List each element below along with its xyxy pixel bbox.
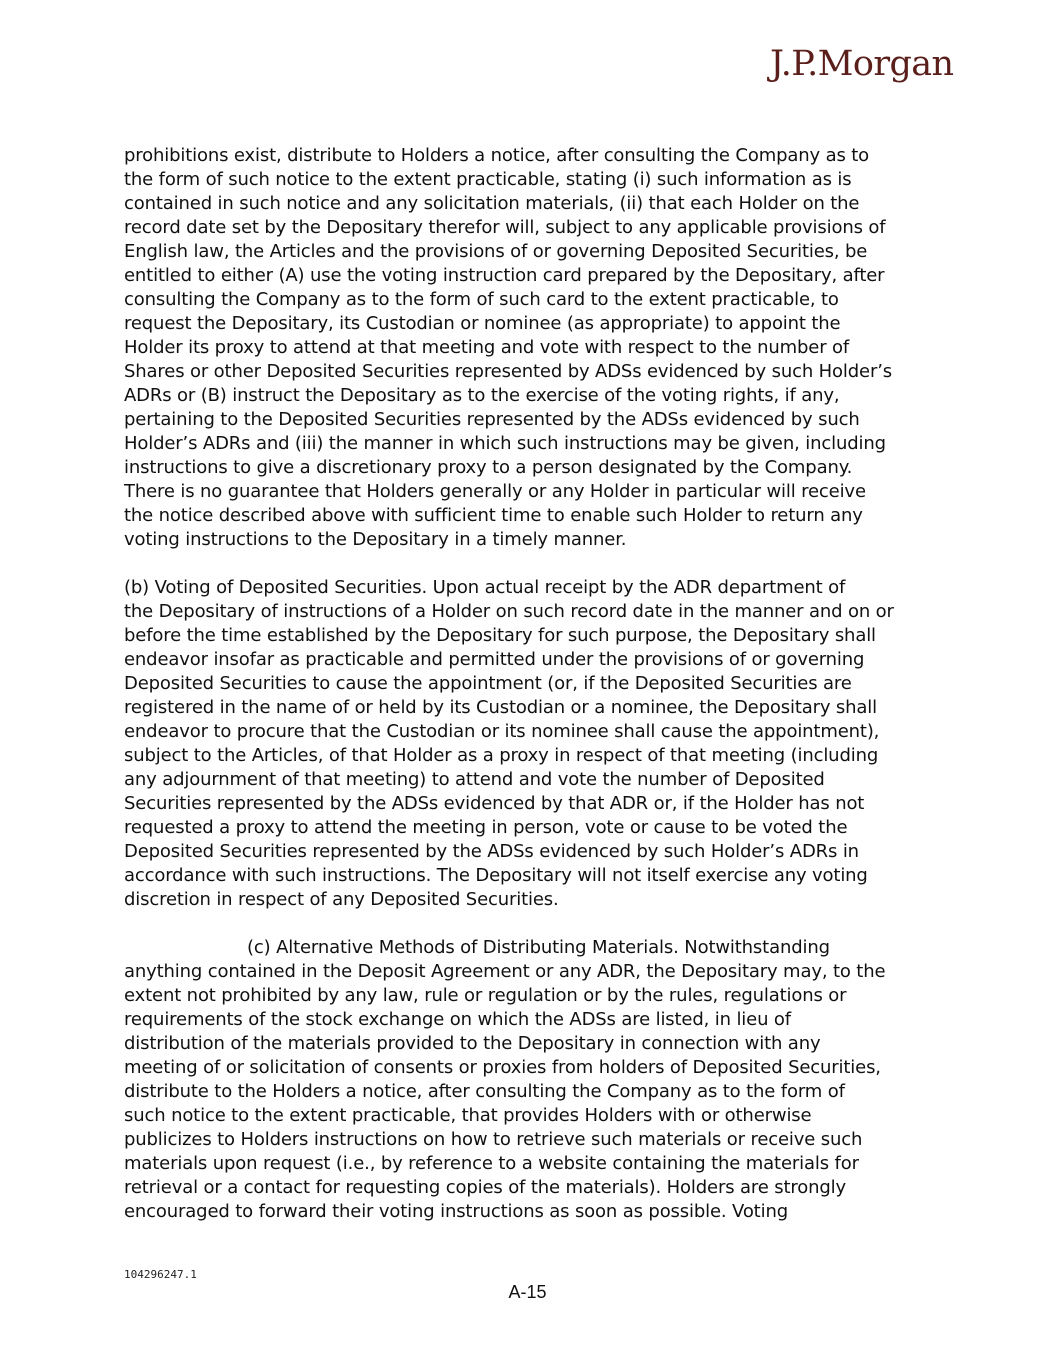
text-line: discretion in respect of any Deposited Securities.: [124, 889, 559, 910]
text-line: Holder its proxy to attend at that meeting and vote with respect to the number of: [124, 337, 850, 358]
text-line: registered in the name of or held by its Custodian or a nominee, the Depositary shall: [124, 697, 877, 718]
text-line: such notice to the extent practicable, that provides Holders with or otherwise: [124, 1105, 812, 1126]
text-line: the Depositary of instructions of a Holder on such record date in the manner and on or: [124, 601, 894, 622]
text-line: (b) Voting of Deposited Securities. Upon actual receipt by the ADR department of: [124, 577, 846, 598]
text-line: retrieval or a contact for requesting copies of the materials). Holders are strongly: [124, 1177, 846, 1198]
text-line: the notice described above with sufficient time to enable such Holder to return any: [124, 505, 863, 526]
paragraph-spacer: [124, 552, 944, 576]
text-line: Holder’s ADRs and (iii) the manner in which such instructions may be given, including: [124, 433, 886, 454]
text-line: any adjournment of that meeting) to attend and vote the number of Deposited: [124, 769, 825, 790]
paragraph-voting-notice: [124, 144, 944, 552]
text-line: request the Depositary, its Custodian or nominee (as appropriate) to appoint the: [124, 313, 841, 334]
jpmorgan-logo: J.P.Morgan: [770, 44, 954, 84]
text-line: voting instructions to the Depositary in a timely manner.: [124, 529, 627, 550]
text-line: extent not prohibited by any law, rule or regulation or by the rules, regulations or: [124, 985, 847, 1006]
text-line: prohibitions exist, distribute to Holders a notice, after consulting the Company as to: [124, 145, 870, 166]
text-line: before the time established by the Depositary for such purpose, the Depositary shall: [124, 625, 876, 646]
text-line: distribution of the materials provided to the Depositary in connection with any: [124, 1033, 821, 1054]
paragraph-alternative-methods: [124, 936, 944, 1224]
text-line: There is no guarantee that Holders generally or any Holder in particular will receive: [124, 481, 866, 502]
text-line: anything contained in the Deposit Agreement or any ADR, the Depositary may, to the: [124, 961, 886, 982]
text-line: meeting of or solicitation of consents or proxies from holders of Deposited Securities,: [124, 1057, 881, 1078]
text-line: requested a proxy to attend the meeting in person, vote or cause to be voted the: [124, 817, 848, 838]
text-line: consulting the Company as to the form of such card to the extent practicable, to: [124, 289, 839, 310]
text-line: record date set by the Depositary therefor will, subject to any applicable provisions of: [124, 217, 886, 238]
text-line: ADRs or (B) instruct the Depositary as to the exercise of the voting rights, if any,: [124, 385, 840, 406]
text-line: contained in such notice and any solicitation materials, (ii) that each Holder on the: [124, 193, 860, 214]
text-line: endeavor insofar as practicable and permitted under the provisions of or governing: [124, 649, 865, 670]
text-line: endeavor to procure that the Custodian or its nominee shall cause the appointment),: [124, 721, 880, 742]
text-line: entitled to either (A) use the voting instruction card prepared by the Depositary, after: [124, 265, 885, 286]
text-line: (c) Alternative Methods of Distributing Materials. Notwithstanding: [247, 937, 830, 958]
text-line: materials upon request (i.e., by reference to a website containing the materials for: [124, 1153, 859, 1174]
text-line: the form of such notice to the extent practicable, stating (i) such information as is: [124, 169, 852, 190]
text-line: encouraged to forward their voting instructions as soon as possible. Voting: [124, 1201, 788, 1222]
text-line: publicizes to Holders instructions on how to retrieve such materials or receive such: [124, 1129, 863, 1150]
text-line: requirements of the stock exchange on which the ADSs are listed, in lieu of: [124, 1009, 791, 1030]
text-line: instructions to give a discretionary proxy to a person designated by the Company.: [124, 457, 853, 478]
text-line: pertaining to the Deposited Securities represented by the ADSs evidenced by such: [124, 409, 860, 430]
document-body: [124, 144, 944, 1224]
paragraph-spacer: [124, 912, 944, 936]
text-line: Deposited Securities to cause the appointment (or, if the Deposited Securities are: [124, 673, 852, 694]
text-line: Deposited Securities represented by the ADSs evidenced by such Holder’s ADRs in: [124, 841, 859, 862]
document-id: 104296247.1: [124, 1268, 197, 1281]
paragraph-voting-of-deposited-securities: [124, 576, 944, 912]
text-line: Shares or other Deposited Securities represented by ADSs evidenced by such Holder’s: [124, 361, 893, 382]
text-line: distribute to the Holders a notice, after consulting the Company as to the form of: [124, 1081, 845, 1102]
text-line: English law, the Articles and the provisions of or governing Deposited Securities, be: [124, 241, 868, 262]
page-number: A-15: [508, 1282, 547, 1302]
text-line: subject to the Articles, of that Holder as a proxy in respect of that meeting (including: [124, 745, 879, 766]
text-line: Securities represented by the ADSs evidenced by that ADR or, if the Holder has not: [124, 793, 865, 814]
text-line: accordance with such instructions. The Depositary will not itself exercise any voting: [124, 865, 868, 886]
